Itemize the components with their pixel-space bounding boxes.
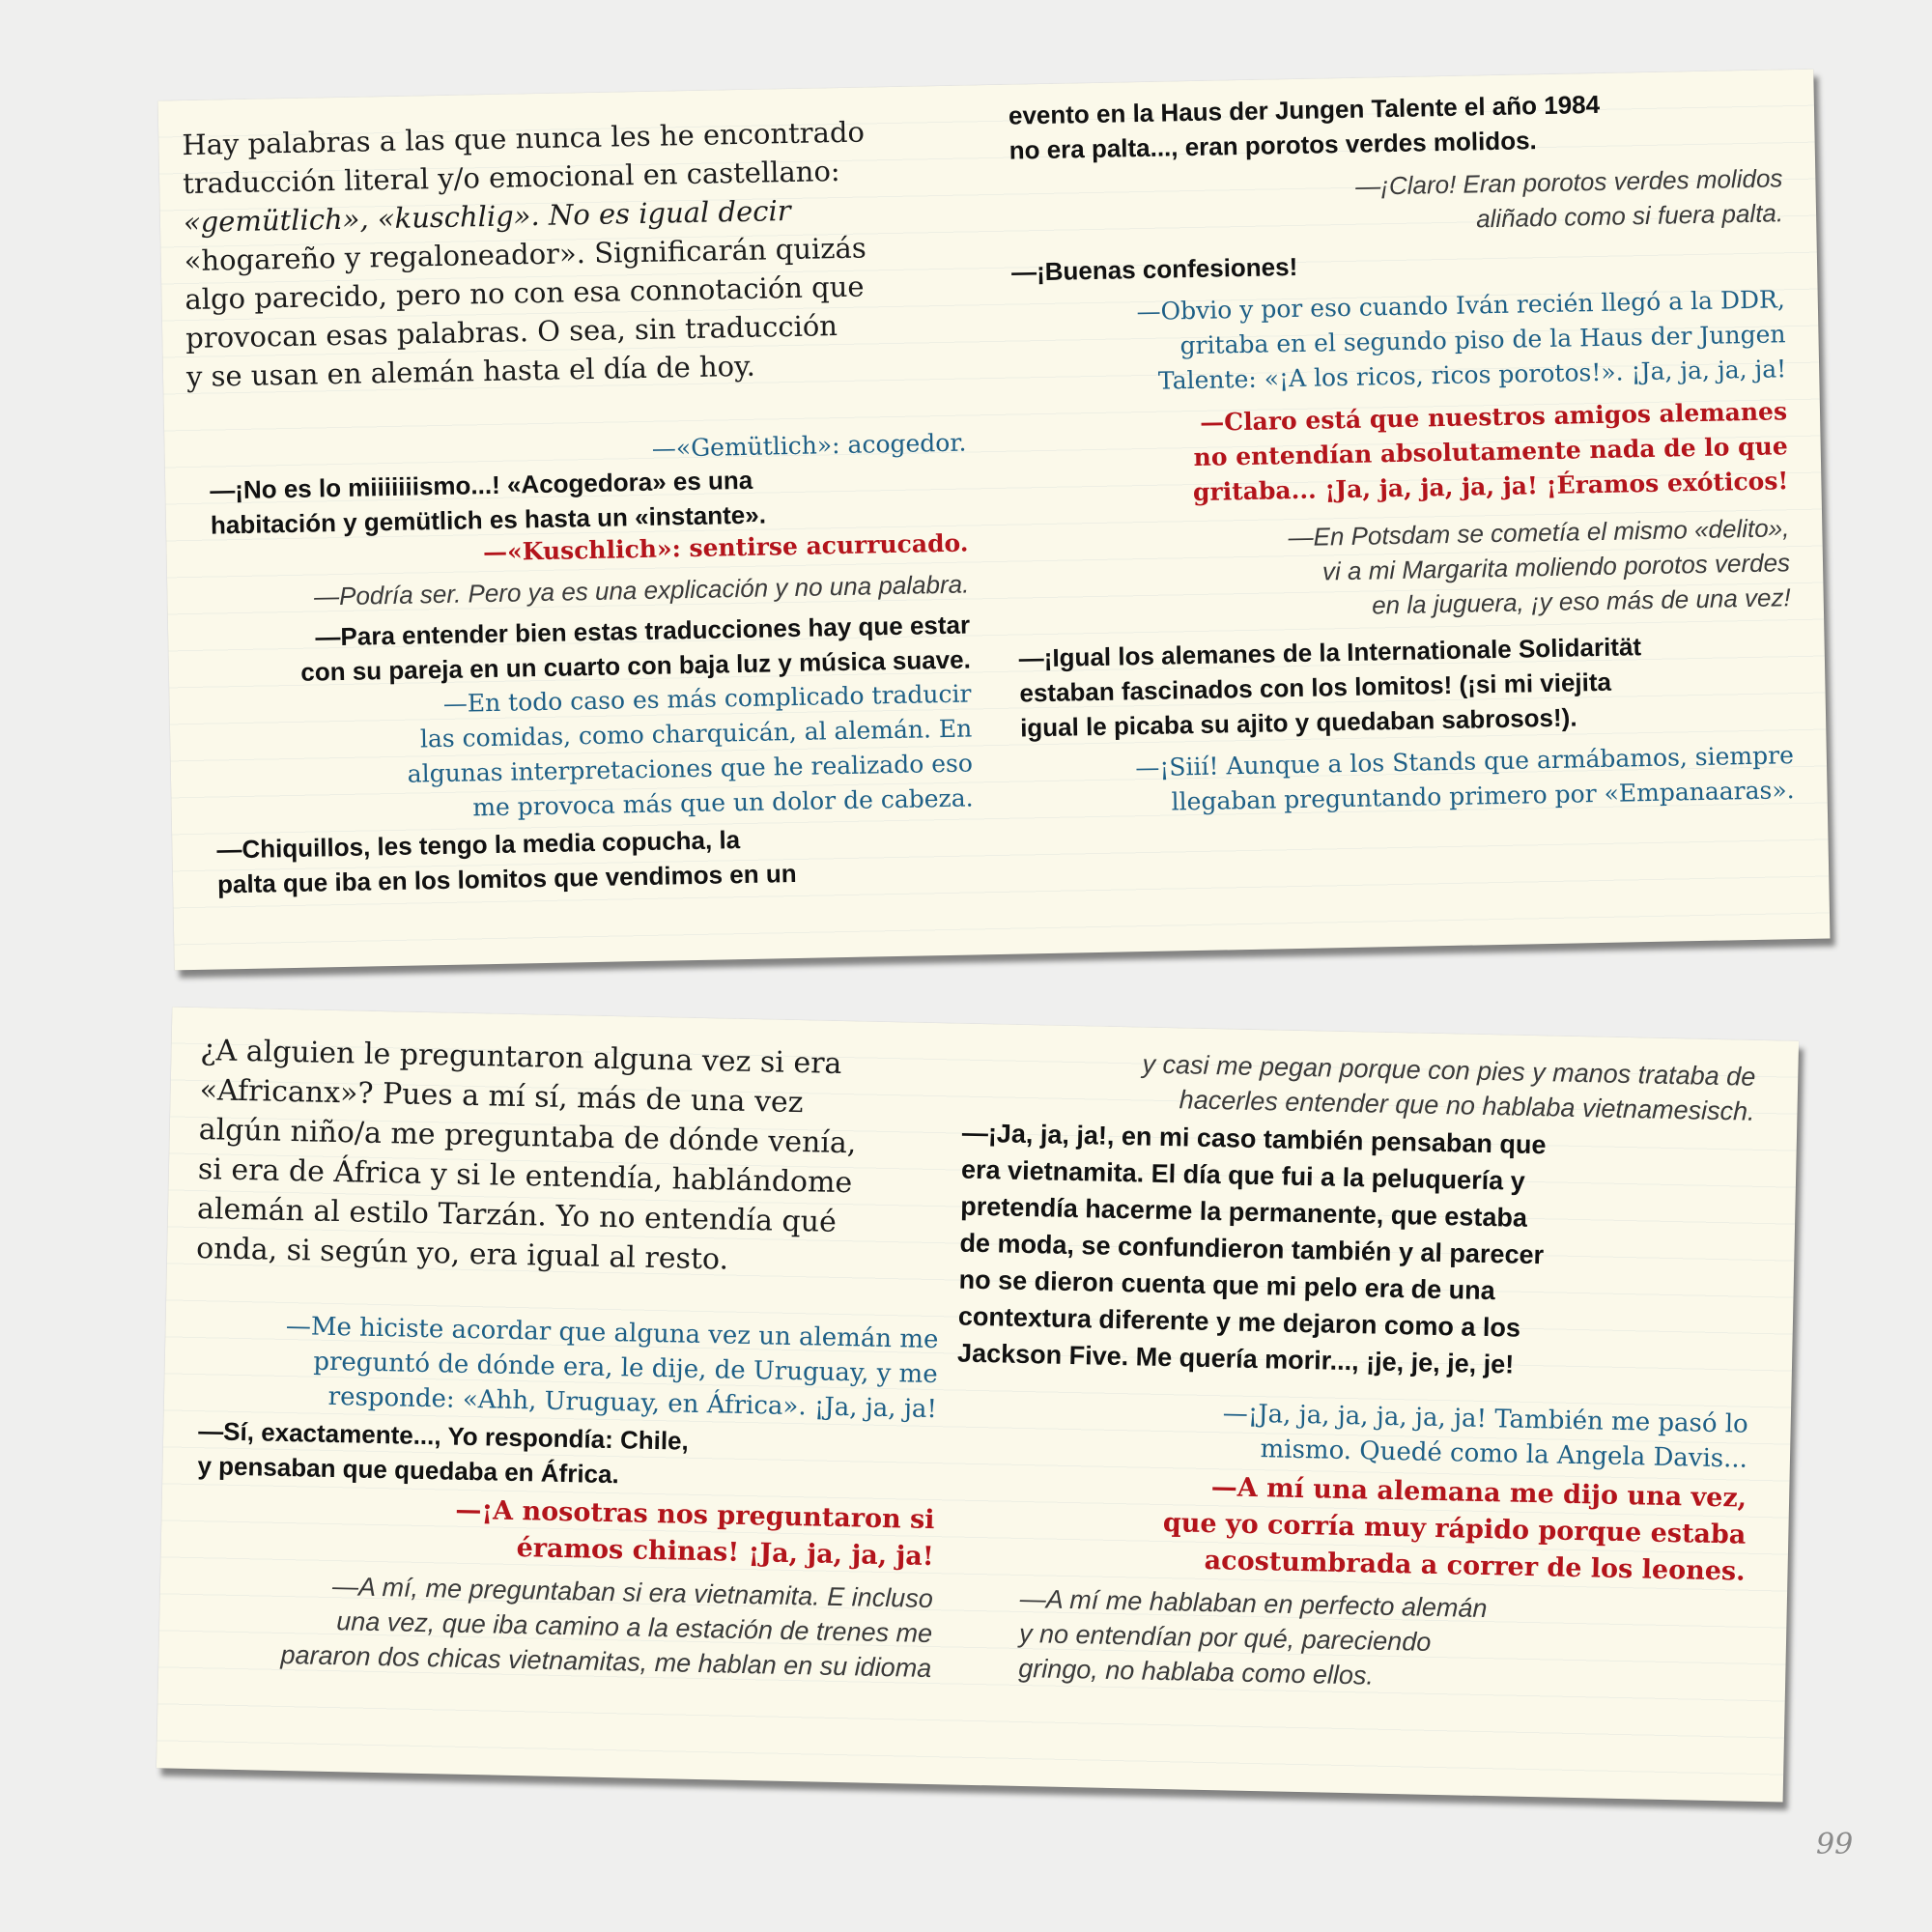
evento: evento en la Haus der Jungen Talente el año 1984 no era palta..., eran porotos verdes molidos. xyxy=(1008,89,1601,165)
chiquillos: —Chiquillos, les tengo la media copucha, la palta que iba en los lomitos que vendimos en un xyxy=(216,825,797,899)
en-todo-caso: —En todo caso es más complicado traducir las comidas, como charquicán, al alemán. En algunas interpretaciones que he realizado eso me provoca más que un dolor de cabeza. xyxy=(407,679,974,822)
intro-paragraph-africanx: ¿A alguien le preguntaron alguna vez si era «Africanx»? Pues a mí sí, más de una vez algún niño/a me preguntaba de dónde venía, si era de África y si le entendía, hablándome alemán al estilo Tarzán. Yo no entendía qué onda, si según yo, era igual al resto. xyxy=(195,1034,857,1277)
casi-me-pegan: y casi me pegan porque con pies y manos trataba de hacerles entender que no hablaba vietnamesisch. xyxy=(1142,1049,1756,1126)
me-hiciste-acordar: —Me hiciste acordar que alguna vez un alemán me preguntó de dónde era, le dije, de Uruguay, y me responde: «Ahh, Uruguay, en África». ¡Ja, ja, ja! xyxy=(285,1311,939,1425)
dialogue-card-top xyxy=(158,70,1831,971)
ja-ja-mi-caso: —¡Ja, ja, ja!, en mi caso también pensaban que era vietnamita. El día que fui a la peluquería y pretendía hacerme la permanente, que estaba de moda, se confundieron también y al parecer no se dieron cuenta que mi pelo era de una contextura diferente y me dejaron como a los Jackson Five. Me quería morir..., ¡je, je, je, je! xyxy=(956,1118,1547,1379)
podria-ser: —Podría ser. Pero ya es una explicación y no una palabra. xyxy=(313,569,970,611)
si-exactamente: —Sí, exactamente..., Yo respondía: Chile, y pensaban que quedaba en África. xyxy=(197,1416,690,1490)
potsdam: —En Potsdam se cometía el mismo «delito», vi a mi Margarita moliendo porotos verdes en la juguera, ¡y eso más de una vez! xyxy=(1288,513,1791,620)
claro-porotos: —¡Claro! Eran porotos verdes molidos aliñado como si fuera palta. xyxy=(1354,163,1784,234)
intro-paragraph: Hay palabras a las que nunca les he encontrado traducción literal y/o emocional en castellano: «gemütlich», «kuschlig». No es igual decir «hogareño y regaloneador». Significarán quizás algo parecido, pero no con esa connotación que provocan esas palabras. O sea, sin traducción y se usan en alemán hasta el día de hoy. xyxy=(182,115,867,394)
igual-alemanes: —¡Igual los alemanes de la Internationale Solidarität estaban fascinados con los lomitos! (¡si mi viejita igual le picaba su ajito y quedaban sabrosos!). xyxy=(1018,632,1642,743)
angela-davis: —¡Ja, ja, ja, ja, ja, ja! También me pasó lo mismo. Quedé como la Angela Davis... xyxy=(1222,1399,1749,1474)
vietnamita: —A mí, me preguntaban si era vietnamita. E incluso una vez, que iba camino a la estación de trenes me pararon dos chicas vietnamitas, me hablan en su idioma xyxy=(280,1572,934,1684)
no-es-lo-mismo: —¡No es lo miiiiiiismo...! «Acogedora» es una habitación y gemütlich es hasta un «instante». xyxy=(209,465,767,540)
para-entender: —Para entender bien estas traducciones hay que estar con su pareja en un cuarto con baja luz y música suave. xyxy=(300,610,972,687)
nosotras-chinas: —¡A nosotras nos preguntaron si éramos chinas! ¡Ja, ja, ja, ja! xyxy=(455,1494,935,1573)
claro-alemanes: —Claro está que nuestros amigos alemanes no entendían absolutamente nada de lo que gritaba... ¡Ja, ja, ja, ja, ja! ¡Éramos exóticos! xyxy=(1192,397,1789,507)
page-number: 99 xyxy=(1816,1828,1854,1861)
dialogue-card-bottom xyxy=(156,1007,1799,1802)
alemana-leones: —A mí una alemana me dijo una vez, que yo corría muy rápido porque estaba acostumbrada a correr de los leones. xyxy=(1162,1472,1747,1587)
siii: —¡Siií! Aunque a los Stands que armábamos, siempre llegaban preguntando primero por «Empanaaras». xyxy=(1135,741,1795,816)
buenas-confesiones: —¡Buenas confesiones! xyxy=(1010,251,1298,287)
obvio: —Obvio y por eso cuando Iván recién llegó a la DDR, gritaba en el segundo piso de la Haus der Jungen Talente: «¡A los ricos, ricos porotos!». ¡Ja, ja, ja, ja! xyxy=(1136,285,1787,395)
gemuetlich-definition: —«Gemütlich»: acogedor. xyxy=(651,428,967,463)
kuschlich-definition: —«Kuschlich»: sentirse acurrucado. xyxy=(482,528,969,567)
perfecto-aleman: —A mí me hablaban en perfecto alemán y no entendían por qué, pareciendo gringo, no hablaba como ellos. xyxy=(1017,1583,1488,1690)
